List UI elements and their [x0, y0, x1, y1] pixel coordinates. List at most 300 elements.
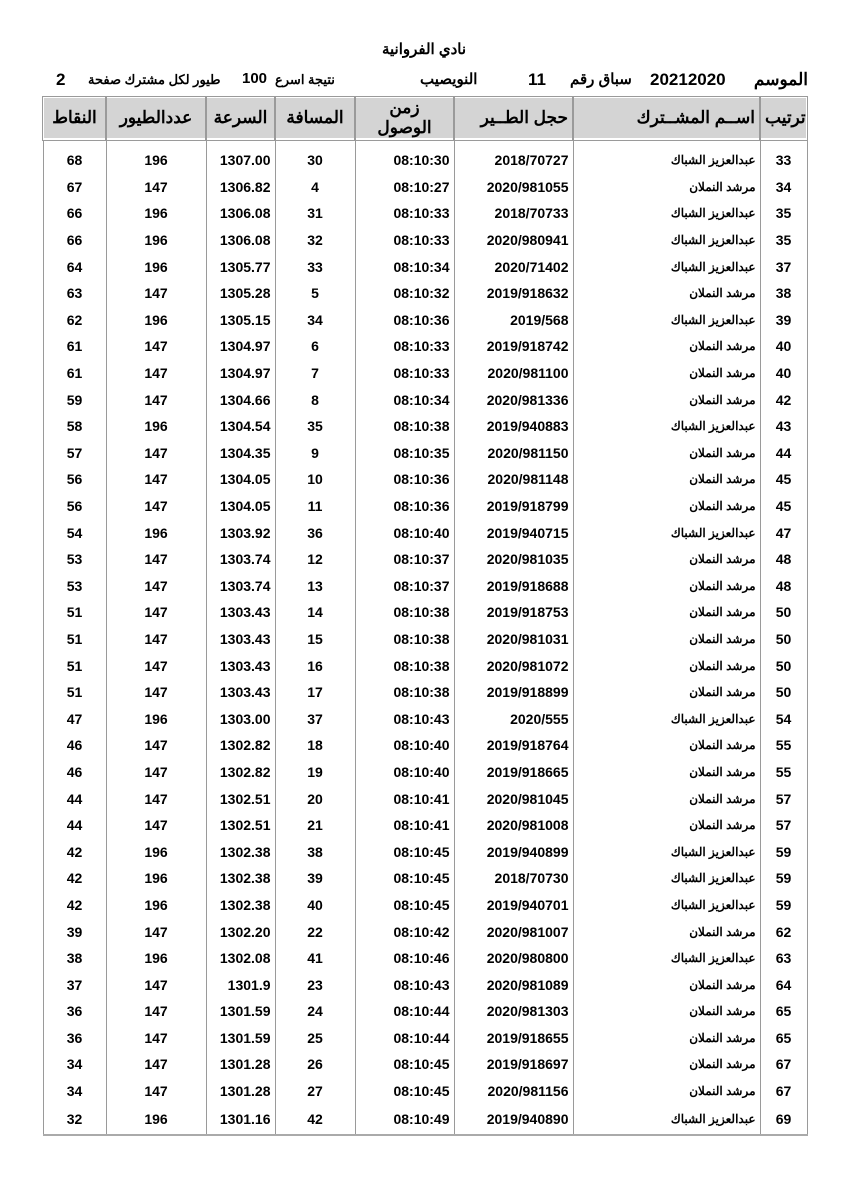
- cell-name: عبدالعزيز الشباك: [573, 307, 760, 334]
- cell-rank: 50: [760, 626, 807, 653]
- cell-time: 08:10:40: [355, 732, 454, 759]
- cell-birds: 147: [106, 1051, 206, 1078]
- cell-rank: 67: [760, 1078, 807, 1105]
- cell-birds: 147: [106, 971, 206, 998]
- table-row: [43, 440, 807, 467]
- cell-points: 56: [43, 493, 106, 520]
- cell-speed: 1304.97: [206, 333, 275, 360]
- header-speed: السرعة: [206, 97, 275, 140]
- cell-birds: 147: [106, 573, 206, 600]
- table-row: [43, 413, 807, 440]
- cell-birds: 147: [106, 440, 206, 467]
- cell-distance: 17: [275, 679, 355, 706]
- cell-points: 61: [43, 333, 106, 360]
- cell-rank: 43: [760, 413, 807, 440]
- cell-points: 44: [43, 785, 106, 812]
- cell-name: مرشد النملان: [573, 1051, 760, 1078]
- cell-name: عبدالعزيز الشباك: [573, 253, 760, 280]
- club-title: نادي الفروانية: [381, 41, 467, 58]
- cell-distance: 14: [275, 599, 355, 626]
- table-row: [43, 466, 807, 493]
- cell-time: 08:10:36: [355, 307, 454, 334]
- cell-speed: 1304.54: [206, 413, 275, 440]
- cell-time: 08:10:40: [355, 759, 454, 786]
- cell-birds: 147: [106, 652, 206, 679]
- table-row: [43, 174, 807, 201]
- cell-distance: 31: [275, 200, 355, 227]
- cell-time: 08:10:33: [355, 200, 454, 227]
- results-table: [42, 96, 808, 1136]
- cell-ring: 2020/555: [454, 705, 573, 732]
- table-row: [43, 546, 807, 573]
- cell-time: 08:10:43: [355, 705, 454, 732]
- cell-ring: 2018/70727: [454, 140, 573, 174]
- cell-distance: 36: [275, 519, 355, 546]
- cell-speed: 1302.82: [206, 759, 275, 786]
- cell-points: 53: [43, 546, 106, 573]
- cell-ring: 2019/940883: [454, 413, 573, 440]
- cell-ring: 2020/981045: [454, 785, 573, 812]
- cell-time: 08:10:41: [355, 785, 454, 812]
- season-value: 20212020: [650, 70, 726, 89]
- cell-rank: 35: [760, 227, 807, 254]
- cell-time: 08:10:33: [355, 360, 454, 387]
- cell-ring: 2020/71402: [454, 253, 573, 280]
- table-row: [43, 307, 807, 334]
- cell-speed: 1303.43: [206, 679, 275, 706]
- cell-name: مرشد النملان: [573, 466, 760, 493]
- cell-speed: 1302.51: [206, 812, 275, 839]
- cell-time: 08:10:45: [355, 892, 454, 919]
- cell-ring: 2019/918697: [454, 1051, 573, 1078]
- cell-points: 58: [43, 413, 106, 440]
- cell-birds: 196: [106, 140, 206, 174]
- cell-birds: 196: [106, 865, 206, 892]
- header-points: النقاط: [43, 97, 106, 140]
- cell-speed: 1304.05: [206, 493, 275, 520]
- cell-name: مرشد النملان: [573, 573, 760, 600]
- cell-birds: 147: [106, 360, 206, 387]
- cell-speed: 1306.82: [206, 174, 275, 201]
- cell-distance: 20: [275, 785, 355, 812]
- cell-name: مرشد النملان: [573, 971, 760, 998]
- cell-speed: 1301.59: [206, 1025, 275, 1052]
- header-ring: حجل الطــير: [454, 97, 573, 140]
- cell-rank: 45: [760, 466, 807, 493]
- cell-birds: 196: [106, 200, 206, 227]
- cell-speed: 1301.16: [206, 1104, 275, 1135]
- cell-points: 51: [43, 626, 106, 653]
- cell-birds: 147: [106, 386, 206, 413]
- cell-time: 08:10:36: [355, 493, 454, 520]
- cell-rank: 38: [760, 280, 807, 307]
- cell-distance: 34: [275, 307, 355, 334]
- cell-birds: 147: [106, 759, 206, 786]
- cell-rank: 47: [760, 519, 807, 546]
- cell-points: 34: [43, 1051, 106, 1078]
- cell-time: 08:10:33: [355, 227, 454, 254]
- table-row: [43, 918, 807, 945]
- cell-rank: 69: [760, 1104, 807, 1135]
- cell-ring: 2019/940890: [454, 1104, 573, 1135]
- cell-birds: 196: [106, 1104, 206, 1135]
- table-row: [43, 280, 807, 307]
- cell-birds: 147: [106, 785, 206, 812]
- table-row: [43, 785, 807, 812]
- table-row: [43, 333, 807, 360]
- cell-ring: 2020/981150: [454, 440, 573, 467]
- race-location: النويصيب: [420, 71, 478, 88]
- cell-birds: 196: [106, 705, 206, 732]
- cell-name: مرشد النملان: [573, 785, 760, 812]
- table-row: [43, 705, 807, 732]
- cell-ring: 2019/918799: [454, 493, 573, 520]
- table-row: [43, 360, 807, 387]
- cell-name: مرشد النملان: [573, 998, 760, 1025]
- cell-birds: 147: [106, 998, 206, 1025]
- cell-time: 08:10:38: [355, 652, 454, 679]
- cell-ring: 2019/918753: [454, 599, 573, 626]
- cell-name: مرشد النملان: [573, 918, 760, 945]
- cell-points: 61: [43, 360, 106, 387]
- cell-time: 08:10:45: [355, 1078, 454, 1105]
- table-row: [43, 812, 807, 839]
- cell-rank: 62: [760, 918, 807, 945]
- cell-ring: 2019/568: [454, 307, 573, 334]
- cell-distance: 40: [275, 892, 355, 919]
- cell-ring: 2019/918764: [454, 732, 573, 759]
- cell-time: 08:10:42: [355, 918, 454, 945]
- cell-points: 38: [43, 945, 106, 972]
- cell-points: 64: [43, 253, 106, 280]
- cell-birds: 196: [106, 253, 206, 280]
- cell-rank: 35: [760, 200, 807, 227]
- table-row: [43, 1051, 807, 1078]
- cell-time: 08:10:46: [355, 945, 454, 972]
- cell-name: عبدالعزيز الشباك: [573, 945, 760, 972]
- cell-name: مرشد النملان: [573, 1078, 760, 1105]
- cell-name: عبدالعزيز الشباك: [573, 519, 760, 546]
- cell-birds: 196: [106, 413, 206, 440]
- cell-name: عبدالعزيز الشباك: [573, 200, 760, 227]
- cell-name: مرشد النملان: [573, 333, 760, 360]
- cell-points: 51: [43, 652, 106, 679]
- cell-points: 42: [43, 865, 106, 892]
- cell-birds: 147: [106, 599, 206, 626]
- cell-speed: 1303.74: [206, 546, 275, 573]
- cell-distance: 16: [275, 652, 355, 679]
- cell-ring: 2019/918632: [454, 280, 573, 307]
- cell-birds: 147: [106, 1025, 206, 1052]
- cell-time: 08:10:38: [355, 413, 454, 440]
- cell-distance: 37: [275, 705, 355, 732]
- cell-ring: 2020/981055: [454, 174, 573, 201]
- cell-rank: 40: [760, 360, 807, 387]
- cell-distance: 19: [275, 759, 355, 786]
- cell-time: 08:10:36: [355, 466, 454, 493]
- cell-rank: 42: [760, 386, 807, 413]
- table-row: [43, 1104, 807, 1135]
- cell-birds: 196: [106, 838, 206, 865]
- cell-name: مرشد النملان: [573, 759, 760, 786]
- cell-ring: 2018/70730: [454, 865, 573, 892]
- cell-birds: 196: [106, 227, 206, 254]
- cell-rank: 64: [760, 971, 807, 998]
- cell-points: 42: [43, 838, 106, 865]
- table-row: [43, 759, 807, 786]
- cell-ring: 2019/940715: [454, 519, 573, 546]
- cell-distance: 18: [275, 732, 355, 759]
- cell-rank: 40: [760, 333, 807, 360]
- cell-points: 34: [43, 1078, 106, 1105]
- cell-points: 46: [43, 759, 106, 786]
- cell-speed: 1303.74: [206, 573, 275, 600]
- cell-ring: 2020/981303: [454, 998, 573, 1025]
- cell-distance: 24: [275, 998, 355, 1025]
- cell-birds: 147: [106, 626, 206, 653]
- cell-points: 53: [43, 573, 106, 600]
- cell-ring: 2020/981089: [454, 971, 573, 998]
- table-row: [43, 493, 807, 520]
- cell-points: 63: [43, 280, 106, 307]
- cell-rank: 63: [760, 945, 807, 972]
- cell-points: 46: [43, 732, 106, 759]
- cell-rank: 48: [760, 546, 807, 573]
- cell-ring: 2020/981072: [454, 652, 573, 679]
- table-row: [43, 386, 807, 413]
- cell-points: 51: [43, 599, 106, 626]
- cell-speed: 1302.38: [206, 838, 275, 865]
- cell-time: 08:10:37: [355, 546, 454, 573]
- cell-time: 08:10:43: [355, 971, 454, 998]
- header-name: اســم المشــترك: [573, 97, 760, 140]
- cell-speed: 1303.43: [206, 652, 275, 679]
- cell-distance: 25: [275, 1025, 355, 1052]
- cell-speed: 1303.92: [206, 519, 275, 546]
- cell-birds: 147: [106, 918, 206, 945]
- cell-rank: 50: [760, 652, 807, 679]
- cell-rank: 33: [760, 140, 807, 174]
- cell-ring: 2020/981035: [454, 546, 573, 573]
- cell-birds: 147: [106, 280, 206, 307]
- cell-points: 36: [43, 998, 106, 1025]
- cell-speed: 1304.05: [206, 466, 275, 493]
- cell-speed: 1302.08: [206, 945, 275, 972]
- cell-speed: 1305.28: [206, 280, 275, 307]
- cell-rank: 65: [760, 998, 807, 1025]
- cell-points: 32: [43, 1104, 106, 1135]
- cell-name: عبدالعزيز الشباك: [573, 413, 760, 440]
- cell-name: عبدالعزيز الشباك: [573, 705, 760, 732]
- cell-name: مرشد النملان: [573, 386, 760, 413]
- table-row: [43, 626, 807, 653]
- cell-name: مرشد النملان: [573, 652, 760, 679]
- cell-time: 08:10:44: [355, 998, 454, 1025]
- page-number: 2: [56, 70, 66, 89]
- header-rank: ترتيب: [760, 97, 807, 140]
- cell-name: مرشد النملان: [573, 440, 760, 467]
- cell-rank: 34: [760, 174, 807, 201]
- cell-speed: 1302.82: [206, 732, 275, 759]
- results-body: [43, 140, 807, 1136]
- header-birds: عددالطيور: [106, 97, 206, 140]
- cell-points: 51: [43, 679, 106, 706]
- cell-speed: 1306.08: [206, 200, 275, 227]
- table-row: [43, 838, 807, 865]
- table-row: [43, 573, 807, 600]
- cell-rank: 50: [760, 679, 807, 706]
- cell-points: 37: [43, 971, 106, 998]
- cell-rank: 37: [760, 253, 807, 280]
- cell-time: 08:10:44: [355, 1025, 454, 1052]
- cell-ring: 2020/981008: [454, 812, 573, 839]
- cell-distance: 21: [275, 812, 355, 839]
- cell-speed: 1301.9: [206, 971, 275, 998]
- cell-time: 08:10:38: [355, 599, 454, 626]
- cell-birds: 147: [106, 732, 206, 759]
- header-time: زمن الوصول: [355, 97, 454, 140]
- cell-rank: 44: [760, 440, 807, 467]
- cell-distance: 9: [275, 440, 355, 467]
- cell-name: مرشد النملان: [573, 679, 760, 706]
- cell-rank: 67: [760, 1051, 807, 1078]
- table-row: [43, 140, 807, 174]
- cell-distance: 11: [275, 493, 355, 520]
- cell-time: 08:10:38: [355, 626, 454, 653]
- cell-distance: 41: [275, 945, 355, 972]
- cell-distance: 15: [275, 626, 355, 653]
- cell-name: عبدالعزيز الشباك: [573, 227, 760, 254]
- cell-points: 59: [43, 386, 106, 413]
- cell-rank: 57: [760, 785, 807, 812]
- cell-distance: 32: [275, 227, 355, 254]
- header-distance: المسافة: [275, 97, 355, 140]
- cell-name: مرشد النملان: [573, 626, 760, 653]
- cell-birds: 147: [106, 493, 206, 520]
- cell-time: 08:10:34: [355, 386, 454, 413]
- cell-time: 08:10:41: [355, 812, 454, 839]
- cell-time: 08:10:37: [355, 573, 454, 600]
- cell-distance: 23: [275, 971, 355, 998]
- cell-speed: 1303.00: [206, 705, 275, 732]
- cell-name: عبدالعزيز الشباك: [573, 892, 760, 919]
- cell-name: مرشد النملان: [573, 280, 760, 307]
- cell-points: 56: [43, 466, 106, 493]
- cell-name: مرشد النملان: [573, 1025, 760, 1052]
- table-row: [43, 998, 807, 1025]
- cell-speed: 1304.66: [206, 386, 275, 413]
- cell-points: 66: [43, 227, 106, 254]
- cell-ring: 2020/981100: [454, 360, 573, 387]
- cell-name: مرشد النملان: [573, 546, 760, 573]
- cell-ring: 2018/70733: [454, 200, 573, 227]
- table-header-row: [43, 97, 807, 140]
- cell-birds: 147: [106, 466, 206, 493]
- cell-points: 47: [43, 705, 106, 732]
- cell-time: 08:10:32: [355, 280, 454, 307]
- table-row: [43, 1078, 807, 1105]
- cell-distance: 26: [275, 1051, 355, 1078]
- cell-time: 08:10:40: [355, 519, 454, 546]
- cell-rank: 59: [760, 838, 807, 865]
- cell-name: مرشد النملان: [573, 174, 760, 201]
- cell-ring: 2020/981007: [454, 918, 573, 945]
- cell-rank: 57: [760, 812, 807, 839]
- cell-birds: 196: [106, 892, 206, 919]
- race-number: 11: [528, 70, 546, 89]
- cell-name: مرشد النملان: [573, 732, 760, 759]
- cell-points: 68: [43, 140, 106, 174]
- cell-speed: 1302.20: [206, 918, 275, 945]
- fastest-label: نتيجة اسرع: [275, 72, 335, 87]
- cell-distance: 10: [275, 466, 355, 493]
- cell-time: 08:10:33: [355, 333, 454, 360]
- cell-points: 66: [43, 200, 106, 227]
- cell-points: 62: [43, 307, 106, 334]
- cell-ring: 2019/918655: [454, 1025, 573, 1052]
- cell-speed: 1303.43: [206, 599, 275, 626]
- cell-distance: 27: [275, 1078, 355, 1105]
- cell-distance: 35: [275, 413, 355, 440]
- cell-ring: 2020/981156: [454, 1078, 573, 1105]
- cell-points: 57: [43, 440, 106, 467]
- cell-rank: 54: [760, 705, 807, 732]
- cell-rank: 59: [760, 865, 807, 892]
- table-row: [43, 1025, 807, 1052]
- cell-ring: 2020/981148: [454, 466, 573, 493]
- cell-points: 44: [43, 812, 106, 839]
- cell-ring: 2019/940701: [454, 892, 573, 919]
- cell-name: مرشد النملان: [573, 360, 760, 387]
- cell-birds: 147: [106, 679, 206, 706]
- cell-distance: 38: [275, 838, 355, 865]
- cell-points: 36: [43, 1025, 106, 1052]
- cell-points: 39: [43, 918, 106, 945]
- table-row: [43, 253, 807, 280]
- cell-birds: 196: [106, 307, 206, 334]
- cell-name: مرشد النملان: [573, 812, 760, 839]
- cell-rank: 48: [760, 573, 807, 600]
- cell-speed: 1307.00: [206, 140, 275, 174]
- table-row: [43, 599, 807, 626]
- cell-rank: 55: [760, 732, 807, 759]
- cell-speed: 1304.35: [206, 440, 275, 467]
- cell-time: 08:10:45: [355, 865, 454, 892]
- cell-speed: 1306.08: [206, 227, 275, 254]
- cell-name: عبدالعزيز الشباك: [573, 140, 760, 174]
- cell-birds: 147: [106, 333, 206, 360]
- cell-speed: 1302.38: [206, 865, 275, 892]
- cell-name: عبدالعزيز الشباك: [573, 865, 760, 892]
- table-row: [43, 652, 807, 679]
- cell-ring: 2020/980941: [454, 227, 573, 254]
- cell-distance: 39: [275, 865, 355, 892]
- table-row: [43, 679, 807, 706]
- cell-ring: 2019/940899: [454, 838, 573, 865]
- cell-birds: 147: [106, 812, 206, 839]
- cell-ring: 2019/918742: [454, 333, 573, 360]
- cell-distance: 30: [275, 140, 355, 174]
- fastest-count: 100: [242, 70, 268, 87]
- cell-name: عبدالعزيز الشباك: [573, 1104, 760, 1135]
- cell-speed: 1303.43: [206, 626, 275, 653]
- table-row: [43, 865, 807, 892]
- cell-ring: 2020/980800: [454, 945, 573, 972]
- cell-ring: 2020/981336: [454, 386, 573, 413]
- race-label: سباق رقم: [570, 71, 632, 88]
- cell-time: 08:10:30: [355, 140, 454, 174]
- cell-distance: 22: [275, 918, 355, 945]
